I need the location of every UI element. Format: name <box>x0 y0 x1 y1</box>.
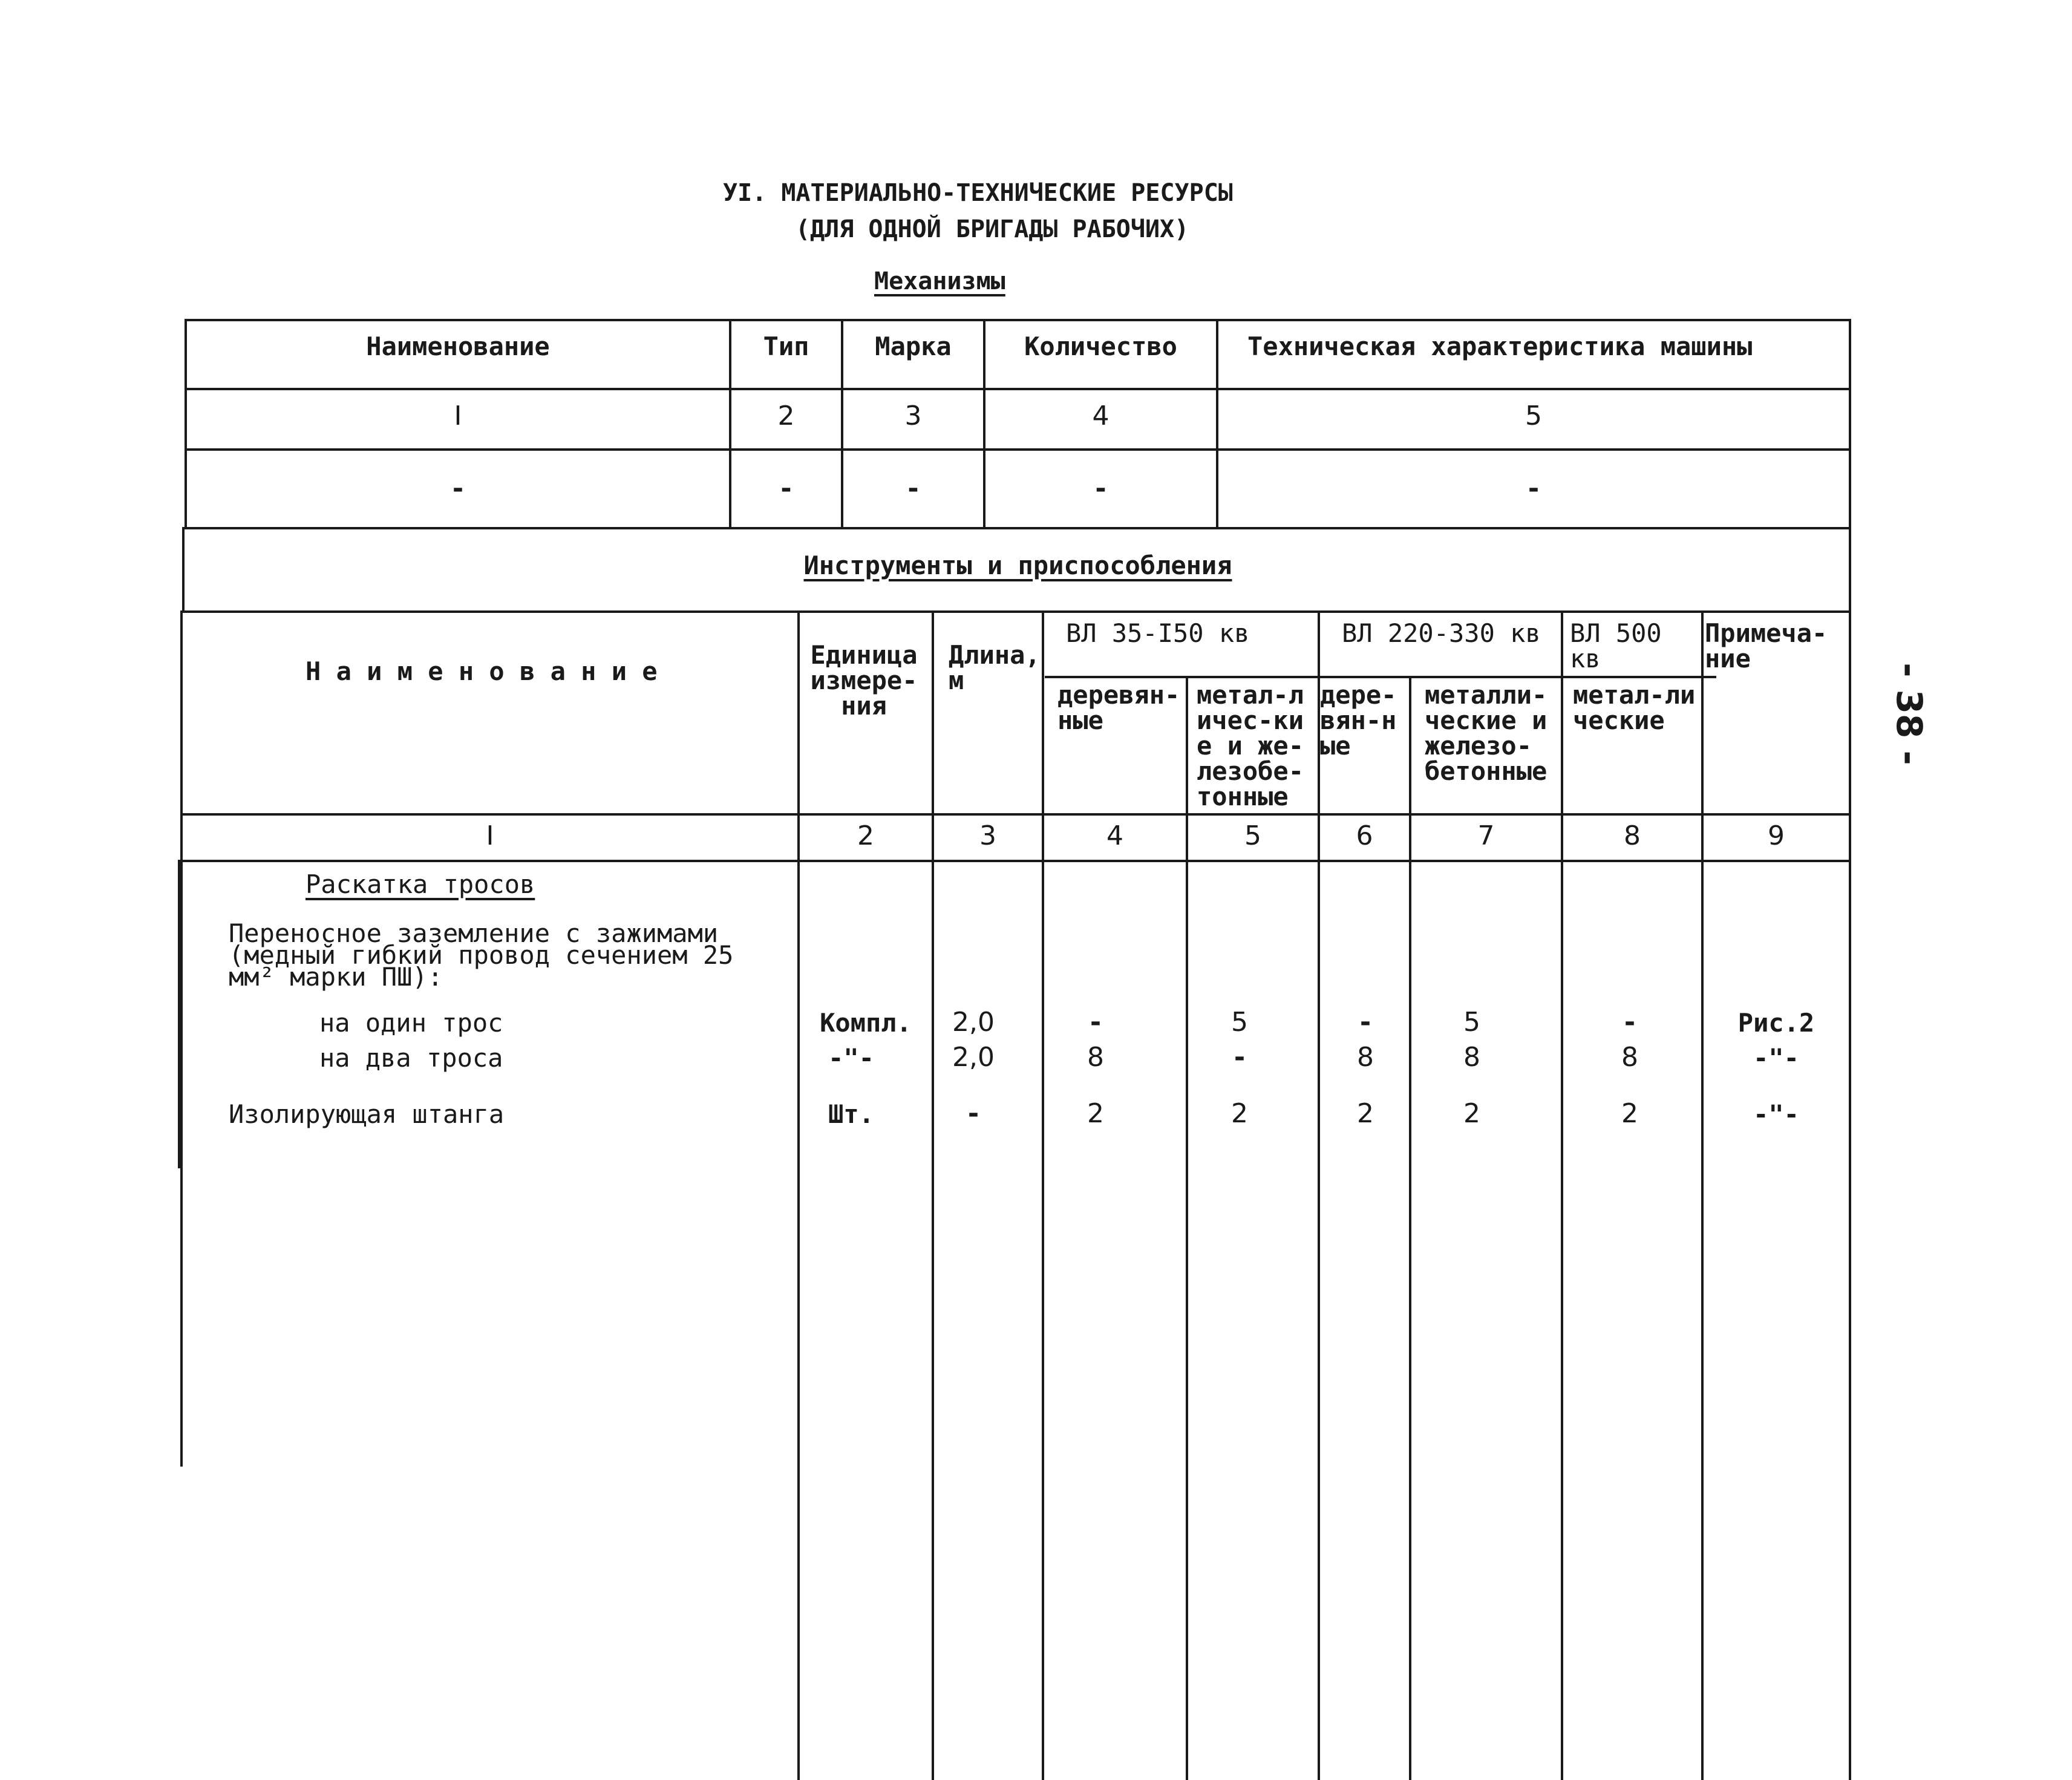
table-row-c6: 8 <box>1357 1042 1374 1073</box>
tools-num-5: 5 <box>1244 820 1261 851</box>
table-row-c4: 8 <box>1087 1042 1104 1073</box>
mech-cell-quantity: - <box>1095 473 1106 504</box>
mech-num-2: 2 <box>777 401 795 431</box>
mech-cell-brand: - <box>907 473 919 504</box>
table-row-c8: 8 <box>1621 1042 1638 1073</box>
table-row-c4: 2 <box>1087 1098 1104 1129</box>
table-row-c5: 5 <box>1231 1007 1248 1038</box>
page-title-line2: (ДЛЯ ОДНОЙ БРИГАДЫ РАБОЧИХ) <box>796 215 1189 243</box>
table-row-note: -"- <box>1753 1099 1799 1129</box>
section-title: Раскатка тросов <box>306 869 535 899</box>
page-number: - 38 - <box>1889 663 1930 765</box>
table-row-length: 2,0 <box>952 1042 995 1073</box>
tools-header-unit: Единица измере-ния <box>810 640 918 721</box>
table-row-c7: 8 <box>1463 1042 1480 1073</box>
table-row-c5: - <box>1234 1042 1246 1073</box>
table-row-c6: 2 <box>1357 1098 1374 1129</box>
tools-header-length: Длина, м <box>949 640 1041 695</box>
mech-header-quantity: Количество <box>1024 332 1177 361</box>
item-description: Переносное заземление с зажимами (медный гибкий провод сечением 25 мм² марки ПШ): <box>229 918 734 992</box>
table-row-name: Изолирующая штанга <box>229 1099 505 1129</box>
table-row-note: -"- <box>1753 1043 1799 1073</box>
table-row-c7: 2 <box>1463 1098 1480 1129</box>
mech-num-5: 5 <box>1525 401 1542 431</box>
tools-num-2: 2 <box>857 820 874 851</box>
tools-num-7: 7 <box>1477 820 1495 851</box>
tools-header-group1: ВЛ 35-I50 кв <box>1066 618 1250 648</box>
page-title-line1: УI. МАТЕРИАЛЬНО-ТЕХНИЧЕСКИЕ РЕСУРСЫ <box>723 179 1233 207</box>
mech-num-3: 3 <box>904 401 922 431</box>
table-row-c7: 5 <box>1463 1007 1480 1038</box>
tools-num-1: I <box>486 820 494 851</box>
tools-num-4: 4 <box>1106 820 1123 851</box>
mech-header-type: Тип <box>763 332 809 361</box>
tools-header-name: Н а и м е н о в а н и е <box>306 656 658 686</box>
tools-heading: Инструменты и приспособления <box>803 551 1232 580</box>
table-row-c4: - <box>1090 1007 1102 1038</box>
table-row-unit: Компл. <box>820 1008 912 1038</box>
tools-header-sub4: металли-ческие и железо-бетонные <box>1425 680 1547 786</box>
table-row-length: - <box>967 1098 979 1129</box>
mech-num-4: 4 <box>1092 401 1110 431</box>
tools-num-8: 8 <box>1624 820 1641 851</box>
tools-header-sub3: дере-вян-ные <box>1320 680 1397 761</box>
mechanisms-heading: Механизмы <box>874 267 1005 295</box>
tools-header-note: Примеча-ние <box>1705 618 1828 673</box>
table-row-unit: Шт. <box>828 1099 874 1129</box>
table-row-c8: 2 <box>1621 1098 1638 1129</box>
mech-header-name: Наименование <box>366 332 550 361</box>
mech-cell-type: - <box>780 473 792 504</box>
table-row-length: 2,0 <box>952 1007 995 1038</box>
mech-cell-name: - <box>452 473 464 504</box>
table-row-unit: -"- <box>828 1043 874 1073</box>
mech-cell-specs: - <box>1528 473 1540 504</box>
mech-num-1: I <box>454 401 462 431</box>
tools-header-group3: ВЛ 500 кв <box>1570 618 1662 673</box>
mech-header-specs: Техническая характеристика машины <box>1247 332 1753 361</box>
table-row-name: на два троса <box>319 1043 503 1073</box>
tools-header-group2: ВЛ 220-330 кв <box>1342 618 1541 648</box>
table-row-c8: - <box>1624 1007 1636 1038</box>
tools-num-6: 6 <box>1356 820 1373 851</box>
tools-header-sub1: деревян-ные <box>1057 680 1180 735</box>
tools-num-3: 3 <box>979 820 996 851</box>
mech-header-brand: Марка <box>875 332 952 361</box>
table-row-name: на один трос <box>319 1008 503 1038</box>
table-row-c5: 2 <box>1231 1098 1248 1129</box>
tools-header-sub5: метал-лические <box>1573 680 1696 735</box>
table-row-note: Рис.2 <box>1737 1008 1815 1038</box>
table-row-c6: - <box>1359 1007 1371 1038</box>
tools-header-sub2: метал-личес-кие и же-лезобе-тонные <box>1197 680 1304 811</box>
tools-num-9: 9 <box>1768 820 1785 851</box>
